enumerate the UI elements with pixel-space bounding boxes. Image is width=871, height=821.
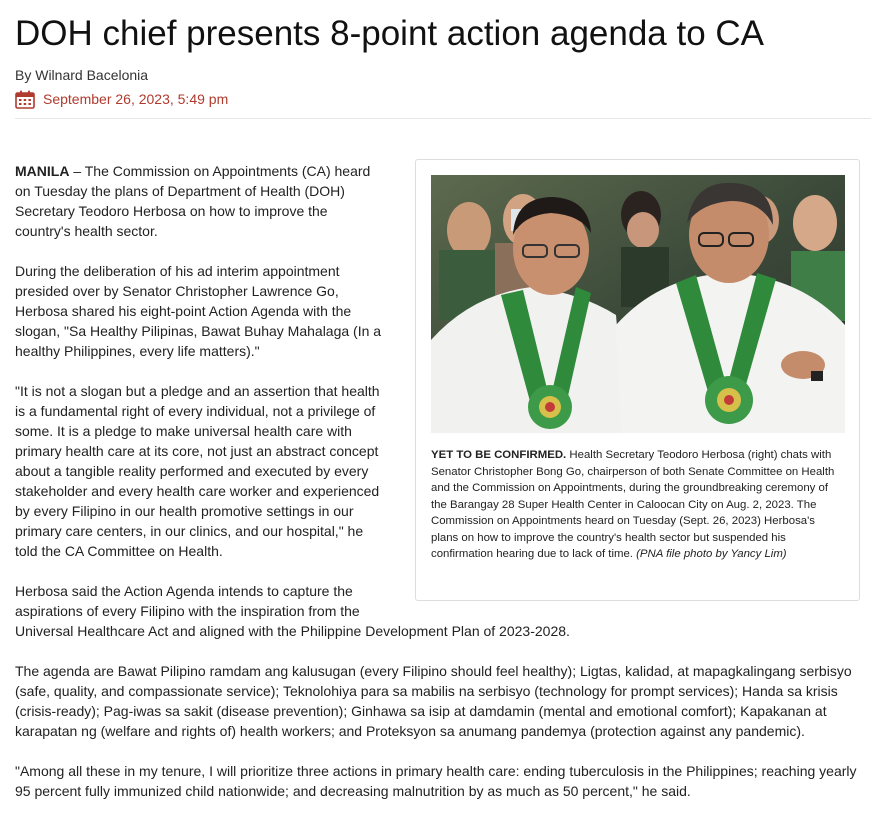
paragraph-3: "It is not a slogan but a pledge and an assertion that health is a fundamental right of every individual, not a privilege of some. It is a pledge to make universal health care with primary health care at its core, not just an abstract concept about a tangible reality performed and executed by every stakeholder and every health care worker and experienced by every Filipino in our health promotive settings in our primary care centers, in our clinics, and our hospital," he told the CA Committee on Health. bbox=[15, 383, 380, 559]
paragraph-1-text: – The Commission on Appointments (CA) heard on Tuesday the plans of Department of Health (DOH) Secretary Teodoro Herbosa on how to improve the country's health sector. bbox=[15, 163, 371, 239]
calendar-icon bbox=[15, 90, 35, 109]
publish-date-text: September 26, 2023, 5:49 pm bbox=[43, 91, 229, 107]
photo-credit: (PNA file photo by Yancy Lim) bbox=[636, 548, 787, 560]
article-figure bbox=[415, 159, 860, 601]
caption-lead: YET TO BE CONFIRMED. bbox=[431, 449, 567, 461]
article-body bbox=[15, 161, 860, 821]
photo-caption bbox=[431, 447, 844, 563]
article-byline: By Wilnard Bacelonia bbox=[15, 67, 149, 83]
paragraph-6: "Among all these in my tenure, I will prioritize three actions in primary health care: ending tuberculosis in the Philippines; reaching yearly 95 percent fully immunized child nationwide; and decreasing malnutrition by as much as 50 percent," he said. bbox=[15, 763, 857, 799]
paragraph-4: Herbosa said the Action Agenda intends to capture the aspirations of every Filipino with the inspiration from the Universal Healthcare Act and aligned with the Philippine Development Plan of 2023-2028. bbox=[15, 583, 570, 639]
publish-date bbox=[15, 89, 228, 109]
paragraph-dateline: MANILA bbox=[15, 163, 70, 179]
article-photo[interactable] bbox=[431, 175, 845, 433]
paragraph-2: During the deliberation of his ad interim appointment presided over by Senator Christopher Lawrence Go, Herbosa shared his eight-point Action Agenda with the slogan, "Sa Healthy Pilipinas, Bawat Buhay Mahalaga (In a healthy Philippines, every life matters)." bbox=[15, 263, 382, 359]
article-headline: DOH chief presents 8-point action agenda to CA bbox=[15, 14, 765, 53]
paragraph-5: The agenda are Bawat Pilipino ramdam ang kalusugan (every Filipino should feel healthy); Ligtas, kalidad, at mapagkalingang serbisyo (safe, quality, and compassionate service); Teknolohiya para sa mabilis na serbisyo (technology for prompt services); Handa sa krisis (crisis-ready); Pag-iwas sa sakit (disease prevention); Ginhawa sa isip at damdamin (mental and emotional comfort); Kapakanan at karapatan ng (welfare and rights of) health workers; and Proteksyon sa anumang pandemya (protection against any pandemic). bbox=[15, 663, 852, 739]
caption-text: Health Secretary Teodoro Herbosa (right) chats with Senator Christopher Bong Go, chairperson of both Senate Committee on Health and the Commission on Appointments, during the groundbreaking ceremony of the Barangay 28 Super Health Center in Caloocan City on Aug. 2, 2023. The Commission on Appointments heard on Tuesday (Sept. 26, 2023) Herbosa's plans on how to improve the country's health sector but suspended his confirmation hearing due to lack of time. bbox=[431, 449, 835, 560]
header-divider bbox=[15, 118, 871, 119]
